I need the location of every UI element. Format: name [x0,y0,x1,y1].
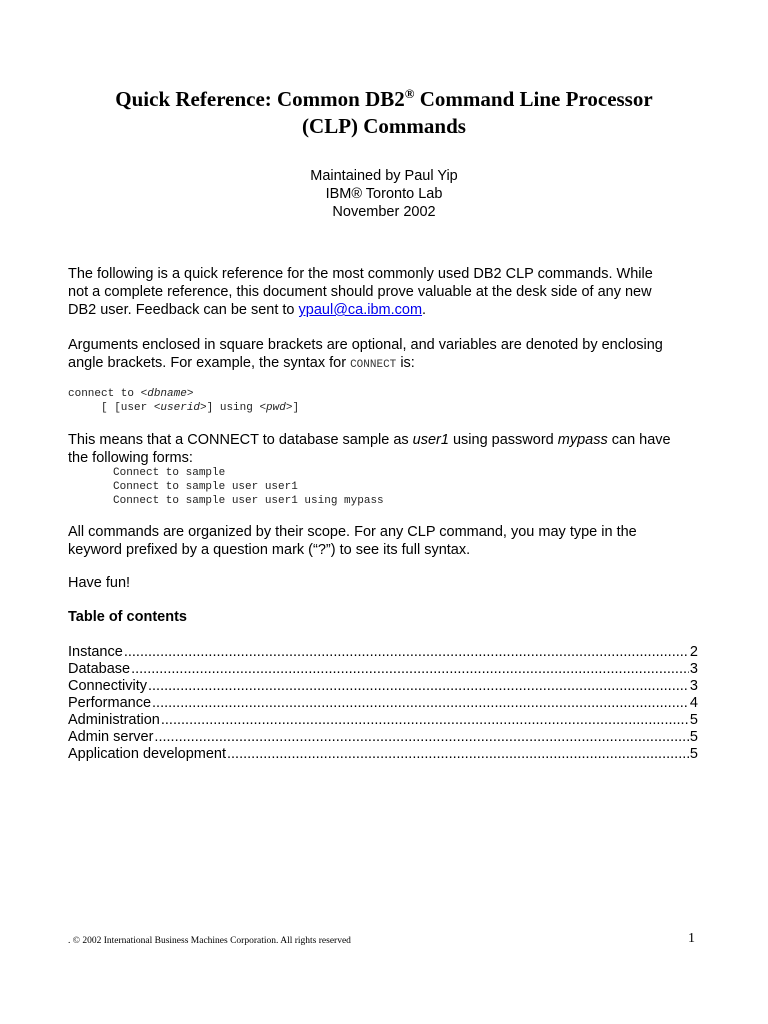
date: November 2002 [332,204,436,220]
scope-paragraph: All commands are organized by their scope. For any CLP command, you may type in the keyword prefixed by a question mark (“?”) to see its full syntax. [68,524,637,558]
document-title [40,86,728,140]
syntax-note-paragraph: Arguments enclosed in square brackets are optional, and variables are denoted by enclosing angle brackets. For example, the syntax for CONNECT is: [68,337,663,371]
toc-leader-dots [124,644,689,661]
example-code-line: Connect to sample user user1 [113,481,298,493]
example-code-line: Connect to sample [113,467,226,479]
toc-entry-application-development[interactable]: Application development ..... 5 [68,746,698,763]
connect-keyword: CONNECT [350,359,397,371]
toc-leader-dots [227,746,689,763]
toc-leader-dots [161,712,689,729]
toc-entry-performance[interactable]: Performance ..... 4 [68,695,698,712]
maintainer: Maintained by Paul Yip [310,168,458,184]
feedback-email-link[interactable]: ypaul@ca.ibm.com [298,302,423,318]
toc-entry-database[interactable]: Database ..... 3 [68,661,698,678]
toc-leader-dots [131,661,689,678]
lab: IBM® Toronto Lab [325,186,443,202]
toc-leader-dots [154,729,689,746]
toc-heading: Table of contents [68,609,187,625]
toc-entry-admin-server[interactable]: Admin server ..... 5 [68,729,698,746]
copyright-footer: . © 2002 International Business Machines Corporation. All rights reserved [68,936,351,946]
closing-text: Have fun! [68,575,131,591]
author-block [40,167,728,221]
table-of-contents [68,644,698,763]
toc-entry-administration[interactable]: Administration ..... 5 [68,712,698,729]
connect-syntax-code: connect to <dbname> [ [user <userid>] using <pwd>] [68,388,300,414]
registered-mark: ® [404,86,415,101]
example-code-line: Connect to sample user user1 using mypass [113,495,384,507]
title-line-1: Quick Reference: Common DB2® Command Line Processor [115,86,653,111]
toc-leader-dots [148,678,689,695]
toc-entry-connectivity[interactable]: Connectivity ..... 3 [68,678,698,695]
intro-paragraph: The following is a quick reference for the most commonly used DB2 CLP commands. While not a complete reference, this document should prove valuable at the desk side of any new DB2 user. Feedback can be sent to ypaul@ca.ibm.com. [68,266,653,318]
title-line-2: (CLP) Commands [302,114,466,138]
example-paragraph: This means that a CONNECT to database sample as user1 using password mypass can have the following forms: [68,432,671,466]
example-code [113,466,384,508]
page-number: 1 [688,931,695,946]
toc-entry-instance[interactable]: Instance ..... 2 [68,644,698,661]
toc-leader-dots [152,695,689,712]
